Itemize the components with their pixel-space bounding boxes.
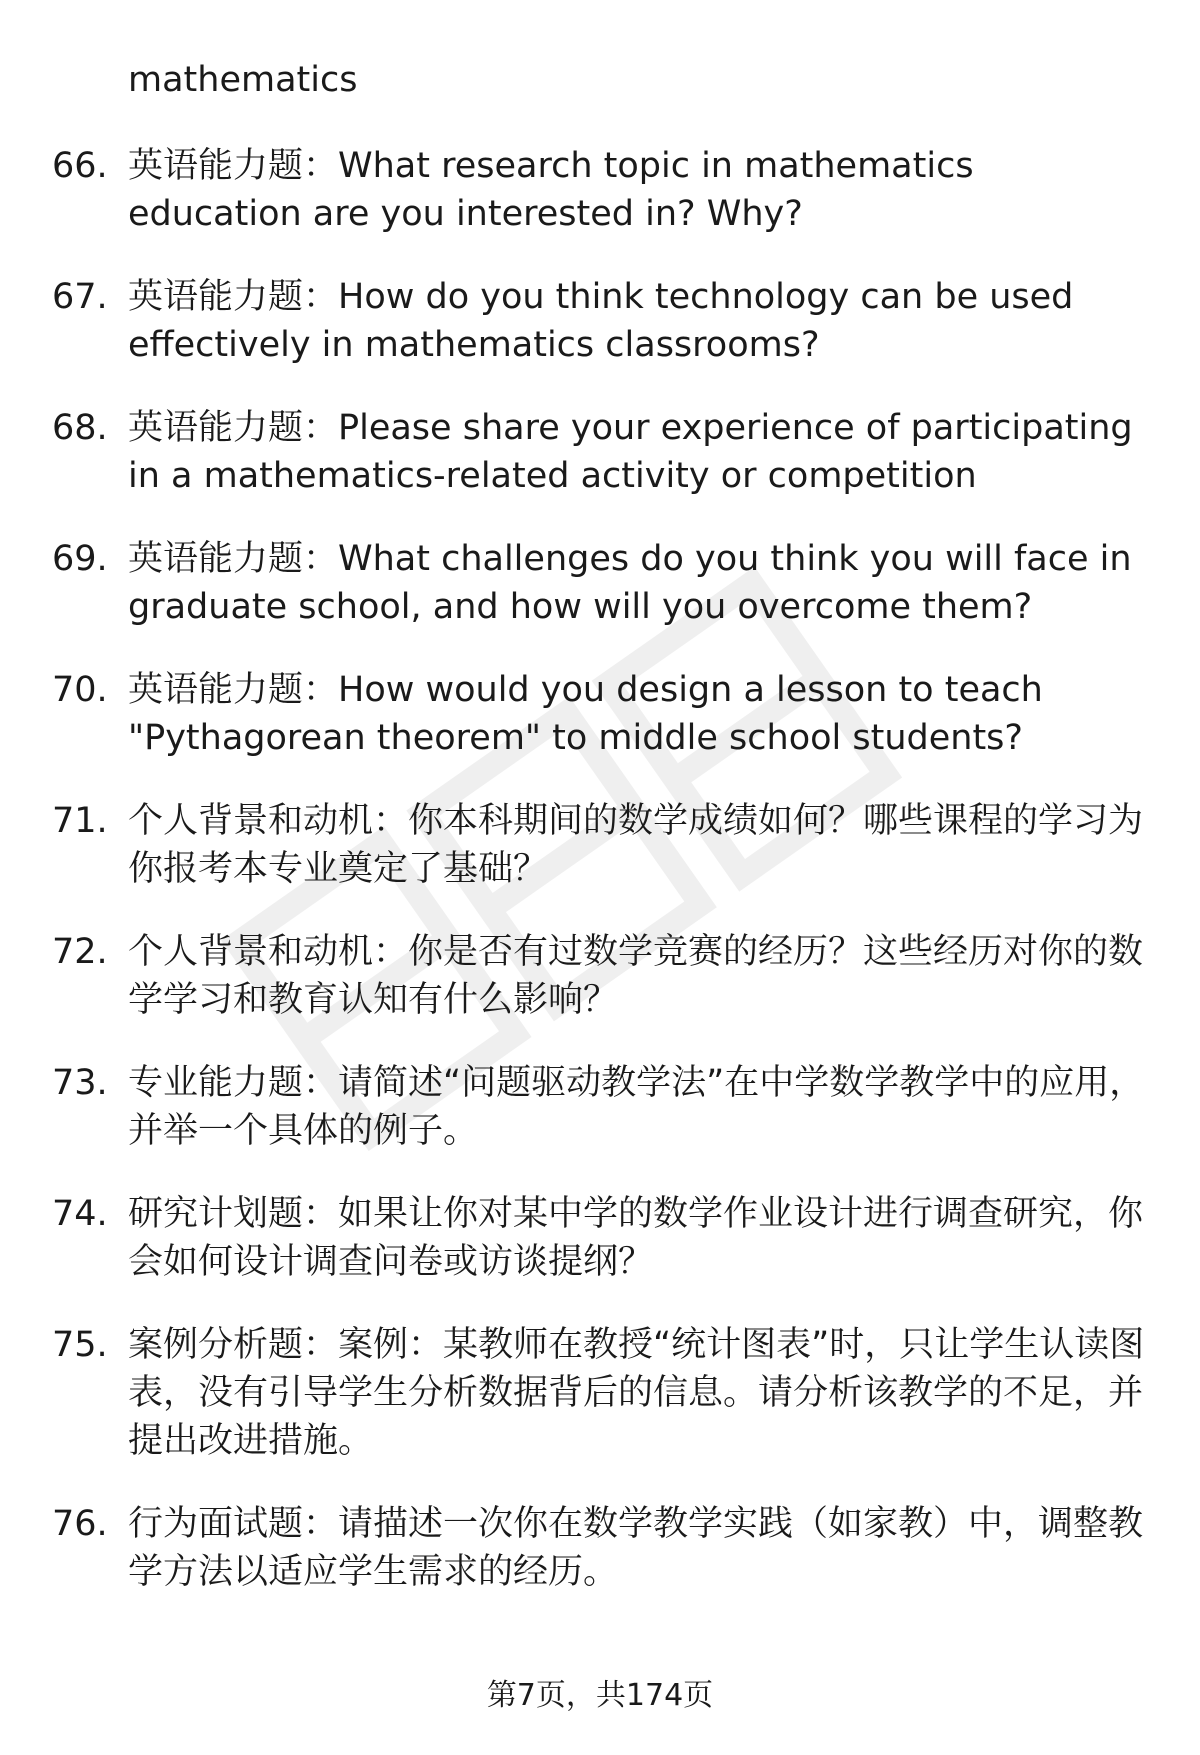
question-item xyxy=(52,666,1152,762)
continuation-text: mathematics xyxy=(128,60,358,100)
question-item xyxy=(52,1321,1152,1465)
question-number: 69. xyxy=(52,539,108,579)
question-item xyxy=(52,1190,1152,1286)
question-text: 英语能力题：How would you design a lesson to teach "Pythagorean theorem" to middle school students? xyxy=(128,670,1043,758)
question-text: 专业能力题：请简述“问题驱动教学法”在中学数学教学中的应用，并举一个具体的例子。 xyxy=(128,1063,1145,1151)
question-text: 个人背景和动机：你本科期间的数学成绩如何？哪些课程的学习为你报考本专业奠定了基础？ xyxy=(128,801,1144,889)
question-item xyxy=(52,273,1152,369)
question-text: 研究计划题：如果让你对某中学的数学作业设计进行调查研究，你会如何设计调查问卷或访谈提纲？ xyxy=(128,1194,1144,1282)
question-list xyxy=(52,142,1152,1631)
question-number: 72. xyxy=(52,932,108,972)
question-number: 66. xyxy=(52,146,108,186)
question-item xyxy=(52,1059,1152,1155)
question-item xyxy=(52,928,1152,1024)
question-item xyxy=(52,797,1152,893)
question-number: 74. xyxy=(52,1194,108,1234)
question-number: 68. xyxy=(52,408,108,448)
question-text: 英语能力题：How do you think technology can be used effectively in mathematics classrooms? xyxy=(128,277,1074,365)
question-text: 个人背景和动机：你是否有过数学竞赛的经历？这些经历对你的数学学习和教育认知有什么影响？ xyxy=(128,932,1144,1020)
question-text: 英语能力题：Please share your experience of participating in a mathematics-related activity or competition xyxy=(128,408,1133,496)
question-item xyxy=(52,142,1152,238)
question-item xyxy=(52,535,1152,631)
question-text: 行为面试题：请描述一次你在数学教学实践（如家教）中，调整教学方法以适应学生需求的经历。 xyxy=(128,1504,1144,1592)
question-number: 71. xyxy=(52,801,108,841)
question-number: 67. xyxy=(52,277,108,317)
question-item xyxy=(52,1500,1152,1596)
question-number: 73. xyxy=(52,1063,108,1103)
question-number: 70. xyxy=(52,670,108,710)
question-text: 英语能力题：What research topic in mathematics education are you interested in? Why? xyxy=(128,146,974,234)
question-number: 76. xyxy=(52,1504,108,1544)
question-text: 英语能力题：What challenges do you think you will face in graduate school, and how will you overcome them? xyxy=(128,539,1132,627)
page-footer: 第7页，共174页 xyxy=(486,1678,714,1713)
question-number: 75. xyxy=(52,1325,108,1365)
question-item xyxy=(52,404,1152,500)
question-text: 案例分析题：案例：某教师在教授“统计图表”时，只让学生认读图表，没有引导学生分析数据背后的信息。请分析该教学的不足，并提出改进措施。 xyxy=(128,1325,1145,1461)
